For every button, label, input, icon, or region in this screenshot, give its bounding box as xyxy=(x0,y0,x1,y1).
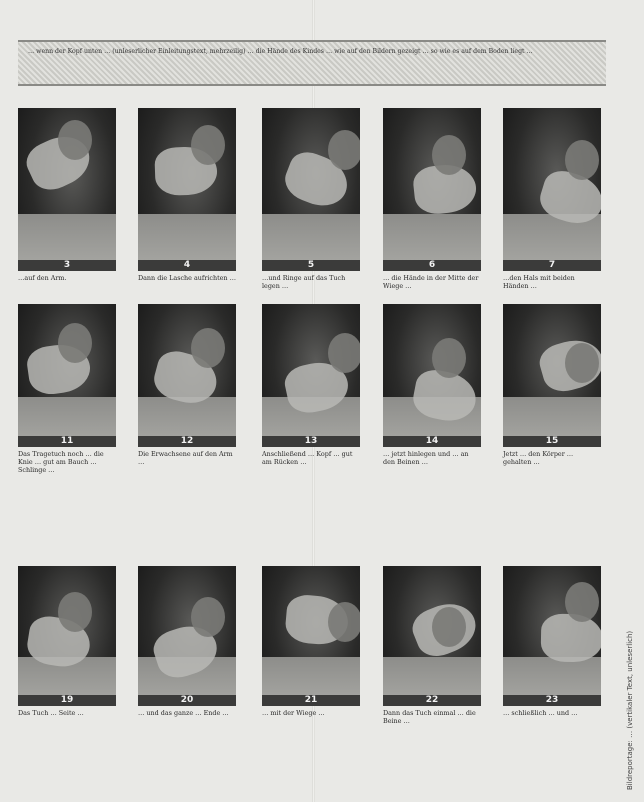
step-caption: Das Tuch … Seite … xyxy=(18,709,84,717)
step-21 xyxy=(262,566,360,759)
step-caption: …und Ringe auf das Tuch legen … xyxy=(262,274,346,290)
step-caption: … mit der Wiege … xyxy=(262,709,325,717)
photo-figure-detail xyxy=(191,328,225,368)
step-caption: Dann das Tuch einmal … die Beine … xyxy=(383,709,476,725)
step-photo xyxy=(138,566,236,706)
step-12 xyxy=(138,304,236,500)
step-photo xyxy=(262,304,360,447)
step-photo xyxy=(262,108,360,271)
step-14 xyxy=(383,304,481,500)
step-19 xyxy=(18,566,116,759)
step-number: 12 xyxy=(138,436,236,447)
step-number: 19 xyxy=(18,695,116,706)
step-caption: …auf den Arm. xyxy=(18,274,67,282)
step-photo xyxy=(18,108,116,271)
photo-figure-detail xyxy=(58,120,92,160)
photo-figure-detail xyxy=(565,140,599,180)
photo-figure-detail xyxy=(58,323,92,363)
photo-figure-detail xyxy=(191,597,225,637)
photo-figure-detail xyxy=(58,592,92,632)
step-photo xyxy=(18,304,116,447)
step-photo xyxy=(503,566,601,706)
photo-figure-detail xyxy=(432,607,466,647)
photo-figure-detail xyxy=(191,125,225,165)
step-photo xyxy=(138,108,236,271)
intro-text: … wenn der Kopf unten … (unleserlicher Einleitungstext, mehrzeilig) … die Hände des Kindes … wie auf den Bildern gezeigt … so wie es auf dem Boden liegt … xyxy=(28,48,533,55)
step-caption: Die Erwachsene auf den Arm … xyxy=(138,450,233,466)
step-photo xyxy=(262,566,360,706)
step-number: 13 xyxy=(262,436,360,447)
step-photo xyxy=(383,566,481,706)
step-photo xyxy=(383,304,481,447)
step-4 xyxy=(138,108,236,324)
step-caption: … jetzt hinlegen und … an den Beinen … xyxy=(383,450,469,466)
photo-figure-detail xyxy=(432,338,466,378)
step-20 xyxy=(138,566,236,759)
photo-figure-detail xyxy=(565,582,599,622)
step-number: 6 xyxy=(383,260,481,271)
step-caption: Dann die Lasche aufrichten … xyxy=(138,274,236,282)
photo-credit: Bildreportage: … (vertikaler Text, unleserlich) xyxy=(626,630,634,790)
step-number: 20 xyxy=(138,695,236,706)
step-number: 15 xyxy=(503,436,601,447)
step-number: 21 xyxy=(262,695,360,706)
step-number: 11 xyxy=(18,436,116,447)
photo-figure-detail xyxy=(565,343,599,383)
photo-figure-detail xyxy=(328,130,360,170)
step-23 xyxy=(503,566,601,759)
step-number: 22 xyxy=(383,695,481,706)
step-7 xyxy=(503,108,601,324)
step-number: 4 xyxy=(138,260,236,271)
step-6 xyxy=(383,108,481,324)
photo-figure xyxy=(541,613,601,662)
step-13 xyxy=(262,304,360,500)
step-caption: … und das ganze … Ende … xyxy=(138,709,229,717)
step-number: 3 xyxy=(18,260,116,271)
step-photo xyxy=(503,108,601,271)
photo-figure-detail xyxy=(328,602,360,642)
photo-figure-detail xyxy=(328,333,360,373)
step-15 xyxy=(503,304,601,500)
step-number: 14 xyxy=(383,436,481,447)
photo-figure-detail xyxy=(432,135,466,175)
step-number: 23 xyxy=(503,695,601,706)
step-photo xyxy=(503,304,601,447)
step-photo xyxy=(18,566,116,706)
step-caption: … schließlich … und … xyxy=(503,709,578,717)
step-22 xyxy=(383,566,481,759)
step-number: 5 xyxy=(262,260,360,271)
step-number: 7 xyxy=(503,260,601,271)
step-3 xyxy=(18,108,116,324)
step-caption: Das Tragetuch noch … die Knie … gut am Bauch … Schlinge … xyxy=(18,450,104,474)
step-photo xyxy=(138,304,236,447)
step-caption: Jetzt … den Körper … gehalten … xyxy=(503,450,574,466)
step-photo xyxy=(383,108,481,271)
step-caption: Anschließend … Kopf … gut am Rücken … xyxy=(262,450,353,466)
step-caption: …den Hals mit beiden Händen … xyxy=(503,274,575,290)
step-5 xyxy=(262,108,360,324)
step-caption: … die Hände in der Mitte der Wiege … xyxy=(383,274,479,290)
intro-text-box xyxy=(18,40,606,86)
step-11 xyxy=(18,304,116,500)
